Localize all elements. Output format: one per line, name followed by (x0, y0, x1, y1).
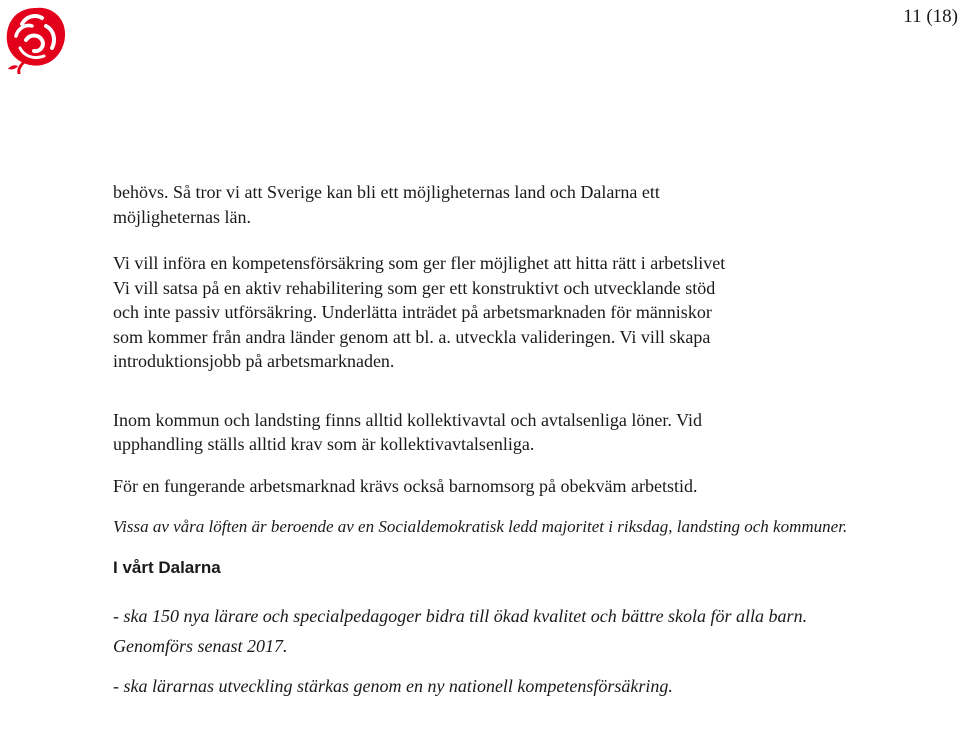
text-line: introduktionsjobb på arbetsmarknaden. (113, 351, 395, 371)
rose-logo-icon (2, 2, 70, 74)
paragraph-collective-agreements (113, 408, 943, 457)
text-line: upphandling ställs alltid krav som är kollektivavtalsenliga. (113, 434, 535, 454)
text-line: Vi vill införa en kompetensförsäkring som ger fler möjlighet att hitta rätt i arbetslivet (113, 253, 726, 273)
text-line: behövs. Så tror vi att Sverige kan bli ett möjligheternas land och Dalarna ett (113, 182, 660, 202)
section-heading: I vårt Dalarna (113, 558, 221, 577)
disclaimer-note: Vissa av våra löften är beroende av en Socialdemokratisk ledd majoritet i riksdag, landsting och kommuner. (113, 517, 848, 536)
text-line: För en fungerande arbetsmarknad krävs också barnomsorg på obekväm arbetstid. (113, 475, 698, 496)
text-line: - ska lärarnas utveckling stärkas genom en ny nationell kompetensförsäkring. (113, 676, 673, 696)
page-number: 11 (18) (903, 6, 958, 27)
paragraph-employment-policy (113, 251, 943, 374)
text-line: Vi vill satsa på en aktiv rehabilitering som ger ett konstruktivt och utvecklande stöd (113, 277, 716, 298)
text-line: Genomförs senast 2017. (113, 636, 288, 656)
text-line: och inte passiv utförsäkring. Underlätta inträdet på arbetsmarknaden för människor (113, 302, 712, 322)
text-line: som kommer från andra länder genom att bl. a. utveckla valideringen. Vi vill skapa (113, 326, 711, 347)
paragraph-intro (113, 180, 943, 229)
commitment-item (113, 671, 943, 701)
text-line: Inom kommun och landsting finns alltid kollektivavtal och avtalsenliga löner. Vid (113, 409, 702, 430)
text-line: - ska 150 nya lärare och specialpedagoger bidra till ökad kvalitet och bättre skola för alla barn. (113, 606, 808, 626)
paragraph-childcare (113, 474, 943, 499)
text-line: möjligheternas län. (113, 206, 251, 227)
document-body (113, 180, 943, 701)
commitment-item (113, 601, 943, 661)
